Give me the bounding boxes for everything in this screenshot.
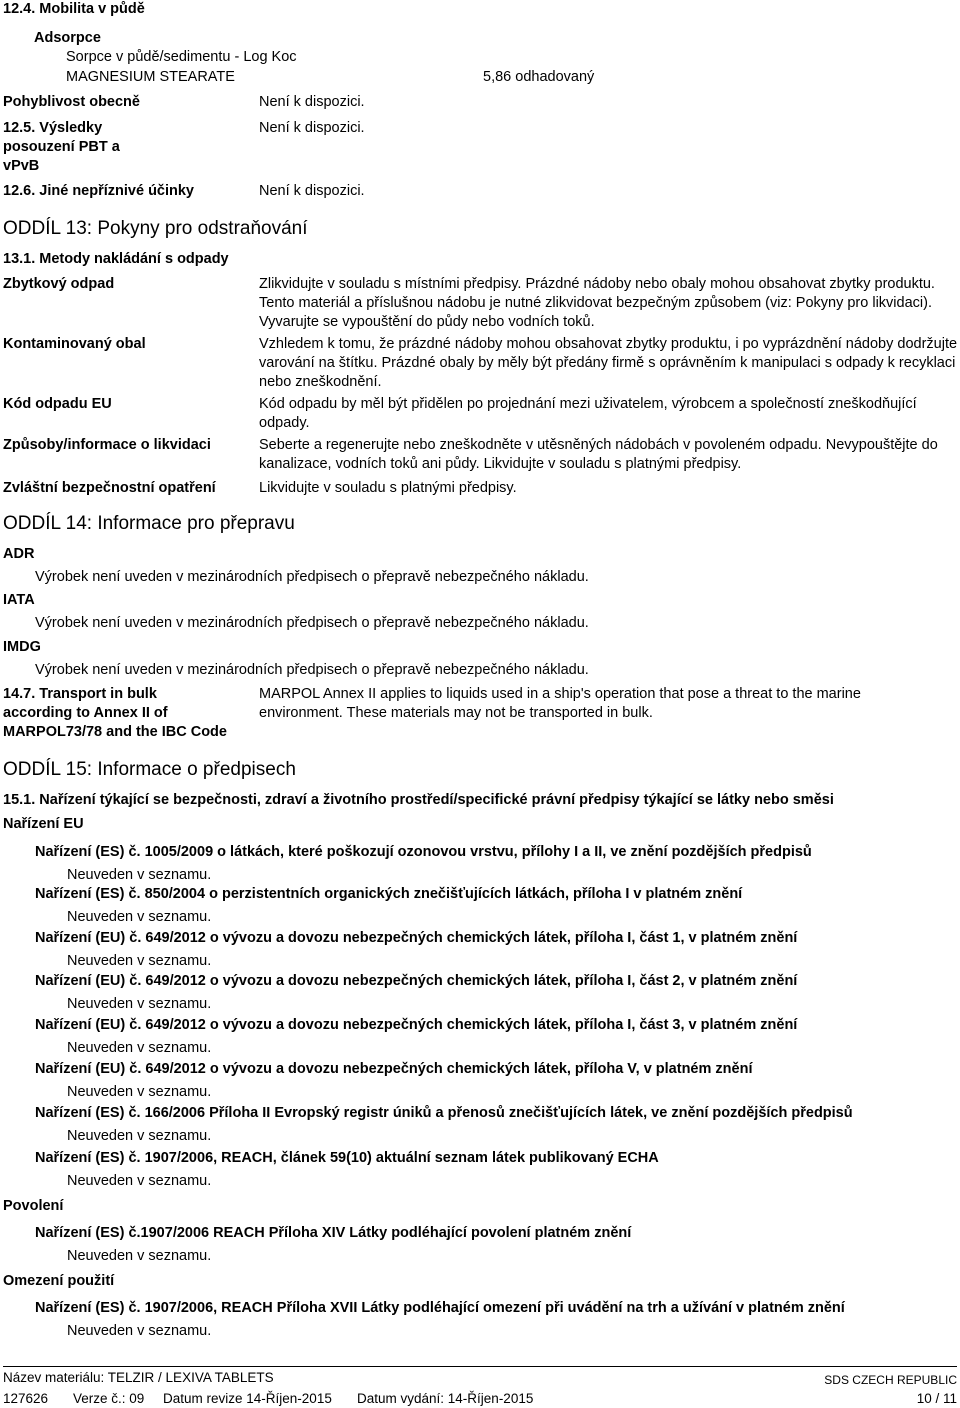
- eu-reg-title: Nařízení (EU) č. 649/2012 o vývozu a dovozu nebezpečných chemických látek, příloha I, část 3, v platném znění: [35, 1017, 798, 1033]
- zpusoby-likvidace-label: Způsoby/informace o likvidaci: [3, 437, 211, 453]
- zpusoby-likvidace-text: Seberte a regenerujte nebo zneškodněte v utěsněných nádobách v povoleném odpadu. Nevypouštějte do kanalizace, vodních toků ani půdy. Likvidujte v souladu s platnými předpisy.: [259, 437, 938, 472]
- footer-revision: Datum revize 14-Říjen-2015: [163, 1391, 332, 1406]
- imdg-label: IMDG: [3, 639, 41, 655]
- eu-reg-title: Nařízení (ES) č. 166/2006 Příloha II Evropský registr úniků a přenosů znečišťujících látek, ve znění pozdějších předpisů: [35, 1105, 853, 1121]
- bulk-text: MARPOL Annex II applies to liquids used in a ship's operation that pose a threat to the marine environment. These materials may not be transported in bulk.: [259, 686, 861, 721]
- footer-id: 127626: [3, 1391, 49, 1406]
- footer-issued: Datum vydání: 14-Říjen-2015: [357, 1391, 534, 1406]
- eu-reg-title: Nařízení (EU) č. 649/2012 o vývozu a dovozu nebezpečných chemických látek, příloha I, část 2, v platném znění: [35, 973, 798, 989]
- bulk-label-1: 14.7. Transport in bulk: [3, 686, 157, 702]
- jine-value: Není k dispozici.: [259, 183, 365, 199]
- eu-reg-title: Nařízení (EU) č. 649/2012 o vývozu a dovozu nebezpečných chemických látek, příloha I, část 1, v platném znění: [35, 930, 798, 946]
- zvlastni-opatreni-label: Zvláštní bezpečnostní opatření: [3, 480, 216, 496]
- iata-label: IATA: [3, 592, 35, 608]
- adr-text: Výrobek není uveden v mezinárodních předpisech o přepravě nebezpečného nákladu.: [35, 569, 589, 585]
- omezeni-reg-title: Nařízení (ES) č. 1907/2006, REACH Příloha XVII Látky podléhající omezení při uvádění na trh a užívání v platném znění: [35, 1300, 845, 1316]
- footer-material: Název materiálu: TELZIR / LEXIVA TABLETS: [3, 1370, 274, 1385]
- bulk-label-2: according to Annex II of: [3, 705, 168, 721]
- kontaminovany-obal-text: Vzhledem k tomu, že prázdné nádoby mohou obsahovat zbytky produktu, i po vyprázdnění nádoby dodržujte varování na štítku. Prázdné obaly by měly být předány firmě s oprávněním k manipulaci s odpady k recyklaci nebo zneškodnění.: [259, 336, 958, 390]
- jine-label: 12.6. Jiné nepříznivé účinky: [3, 183, 194, 199]
- footer-country: SDS CZECH REPUBLIC: [824, 1373, 957, 1387]
- adr-label: ADR: [3, 546, 35, 562]
- pohyblivost-value: Není k dispozici.: [259, 94, 365, 110]
- pbt-label-2: posouzení PBT a: [3, 139, 120, 155]
- substance-name: MAGNESIUM STEARATE: [66, 69, 235, 85]
- eu-reg-title: Nařízení (ES) č. 1005/2009 o látkách, které poškozují ozonovou vrstvu, přílohy I a II, ve znění pozdějších předpisů: [35, 844, 812, 860]
- bulk-label-3: MARPOL73/78 and the IBC Code: [3, 724, 227, 740]
- heading-12-4: 12.4. Mobilita v půdě: [3, 1, 145, 17]
- eu-reg-status: Neuveden v seznamu.: [67, 996, 212, 1012]
- section-15-1-heading: 15.1. Nařízení týkající se bezpečnosti, zdraví a životního prostředí/specifické právní předpisy týkající se látky nebo směsi: [3, 792, 834, 808]
- pbt-value: Není k dispozici.: [259, 120, 365, 136]
- section-13-1-heading: 13.1. Metody nakládání s odpady: [3, 251, 229, 267]
- eu-reg-status: Neuveden v seznamu.: [67, 953, 212, 969]
- footer-version: Verze č.: 09: [73, 1391, 145, 1406]
- footer-divider: [3, 1366, 957, 1367]
- pohyblivost-label: Pohyblivost obecně: [3, 94, 140, 110]
- imdg-text: Výrobek není uveden v mezinárodních předpisech o přepravě nebezpečného nákladu.: [35, 662, 589, 678]
- eu-reg-title: Nařízení (EU) č. 649/2012 o vývozu a dovozu nebezpečných chemických látek, příloha V, v platném znění: [35, 1061, 753, 1077]
- zbytkovy-odpad-text: Zlikvidujte v souladu s místními předpisy. Prázdné nádoby nebo obaly mohou obsahovat zbytky produktu. Tento materiál a příslušnou nádobu je nutné zlikvidovat bezpečným způsobem (viz: Pokyny pro likvidaci). Vyvarujte se vypouštění do půdy nebo vodních toků.: [259, 276, 935, 330]
- kod-odpadu-text: Kód odpadu by měl být přidělen po projednání mezi uživatelem, výrobcem a společností zneškodňující odpady.: [259, 396, 917, 431]
- group-povoleni-label: Povolení: [3, 1198, 64, 1214]
- eu-reg-title: Nařízení (ES) č. 1907/2006, REACH, článek 59(10) aktuální seznam látek publikovaný ECHA: [35, 1150, 659, 1166]
- eu-reg-status: Neuveden v seznamu.: [67, 867, 212, 883]
- pbt-label-3: vPvB: [3, 158, 40, 174]
- section-13-title: ODDÍL 13: Pokyny pro odstraňování: [3, 218, 308, 239]
- povoleni-reg-title: Nařízení (ES) č.1907/2006 REACH Příloha XIV Látky podléhající povolení platném znění: [35, 1225, 632, 1241]
- zvlastni-opatreni-text: Likvidujte v souladu s platnými předpisy.: [259, 480, 517, 496]
- omezeni-reg-status: Neuveden v seznamu.: [67, 1323, 212, 1339]
- adsorpce-label: Adsorpce: [34, 30, 101, 46]
- iata-text: Výrobek není uveden v mezinárodních předpisech o přepravě nebezpečného nákladu.: [35, 615, 589, 631]
- sorpce-label: Sorpce v půdě/sedimentu - Log Koc: [66, 49, 297, 65]
- koc-value: 5,86 odhadovaný: [483, 69, 595, 85]
- pbt-label-1: 12.5. Výsledky: [3, 120, 103, 136]
- zbytkovy-odpad-label: Zbytkový odpad: [3, 276, 115, 292]
- eu-reg-status: Neuveden v seznamu.: [67, 909, 212, 925]
- povoleni-reg-status: Neuveden v seznamu.: [67, 1248, 212, 1264]
- eu-reg-status: Neuveden v seznamu.: [67, 1128, 212, 1144]
- section-14-title: ODDÍL 14: Informace pro přepravu: [3, 513, 295, 534]
- footer-page-number: 10 / 11: [916, 1391, 957, 1406]
- eu-reg-status: Neuveden v seznamu.: [67, 1173, 212, 1189]
- eu-reg-status: Neuveden v seznamu.: [67, 1084, 212, 1100]
- kontaminovany-obal-label: Kontaminovaný obal: [3, 336, 146, 352]
- section-15-title: ODDÍL 15: Informace o předpisech: [3, 759, 296, 780]
- eu-reg-status: Neuveden v seznamu.: [67, 1040, 212, 1056]
- kod-odpadu-label: Kód odpadu EU: [3, 396, 112, 412]
- group-omezeni-label: Omezení použití: [3, 1273, 115, 1289]
- eu-reg-title: Nařízení (ES) č. 850/2004 o perzistentních organických znečišťujících látkách, příloha I v platném znění: [35, 886, 743, 902]
- group-eu-label: Nařízení EU: [3, 816, 84, 832]
